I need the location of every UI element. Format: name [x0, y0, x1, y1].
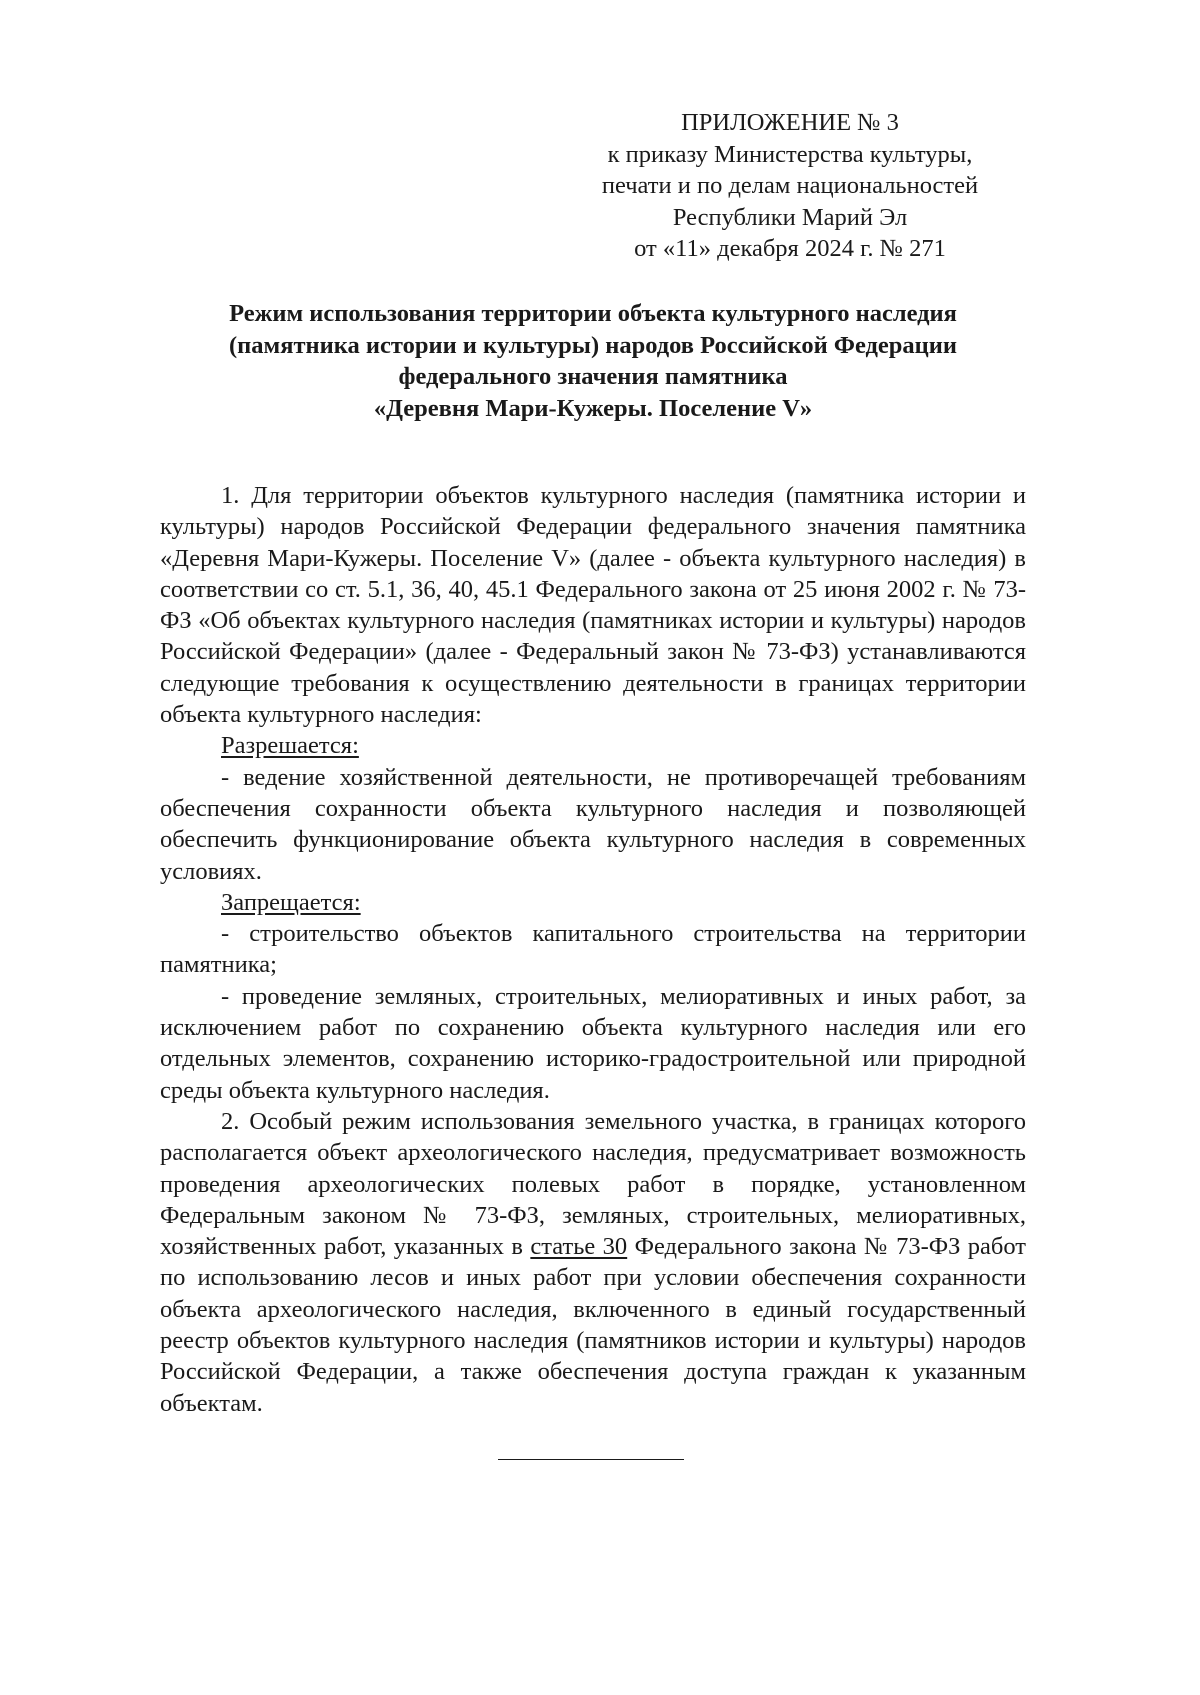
document-body	[160, 480, 1026, 1419]
title-line-3: федерального значения памятника	[398, 363, 788, 390]
forbidden-item-2: - проведение земляных, строительных, мелиоративных и иных работ, за исключением работ по сохранению объекта культурного наследия или его отдельных элементов, сохранению историко-градостроительной или природной среды объекта культурного наследия.	[160, 982, 1026, 1104]
section-2-part-2: Федерального закона № 73-ФЗ работ по использованию лесов и иных работ при условии обеспечения сохранности объекта археологического наследия, включенного в единый государственный реестр объектов культурного наследия (памятников истории и культуры) народов Российской Федерации, а также обеспечения доступа граждан к указанным объектам.	[160, 1233, 1027, 1417]
article-30-link[interactable]: статье 30	[530, 1233, 628, 1261]
allowed-heading	[160, 730, 1026, 761]
forbidden-heading-text: Запрещается:	[221, 888, 361, 916]
forbidden-item-1: - строительство объектов капитального строительства на территории памятника;	[160, 920, 1026, 979]
document-title	[160, 298, 1026, 424]
forbidden-heading	[160, 887, 1026, 918]
appendix-number: ПРИЛОЖЕНИЕ № 3	[681, 109, 899, 136]
section-1-paragraph: 1. Для территории объектов культурного наследия (памятника истории и культуры) народов Российской Федерации федерального значения памятника «Деревня Мари-Кужеры. Поселение V» (далее - объекта культурного наследия) в соответствии со ст. 5.1, 36, 40, 45.1 Федерального закона от 25 июня 2002 г. № 73-ФЗ «Об объектах культурного наследия (памятниках истории и культуры) народов Российской Федерации» (далее - Федеральный закон № 73-ФЗ) устанавливаются следующие требования к осуществлению деятельности в границах территории объекта культурного наследия:	[160, 482, 1026, 729]
closing-rule	[498, 1459, 684, 1460]
appendix-ministry: печати и по делам национальностей	[601, 172, 979, 199]
appendix-republic: Республики Марий Эл	[672, 203, 908, 231]
allowed-item-1: - ведение хозяйственной деятельности, не противоречащей требованиям обеспечения сохранности объекта культурного наследия и позволяющей обеспечить функционирование объекта культурного наследия в современных условиях.	[160, 763, 1026, 885]
section-2-part-1: 2. Особый режим использования земельного участка, в границах которого располагается объект археологического наследия, предусматривает возможность проведения археологических полевых работ в порядке, установленном Федеральным законом № 73-ФЗ, земляных, строительных, мелиоративных, хозяйственных работ, указанных в	[160, 1107, 1026, 1261]
title-line-2: (памятника истории и культуры) народов Российской Федерации	[229, 331, 957, 359]
appendix-date: от «11» декабря 2024 г. № 271	[634, 235, 946, 262]
title-line-1: Режим использования территории объекта культурного наследия	[229, 300, 957, 327]
appendix-header	[560, 107, 1020, 265]
section-2-paragraph	[160, 1106, 1026, 1419]
title-line-4: «Деревня Мари-Кужеры. Поселение V»	[373, 394, 813, 422]
appendix-order-ref: к приказу Министерства культуры,	[607, 140, 973, 168]
allowed-heading-text: Разрешается:	[221, 732, 359, 760]
